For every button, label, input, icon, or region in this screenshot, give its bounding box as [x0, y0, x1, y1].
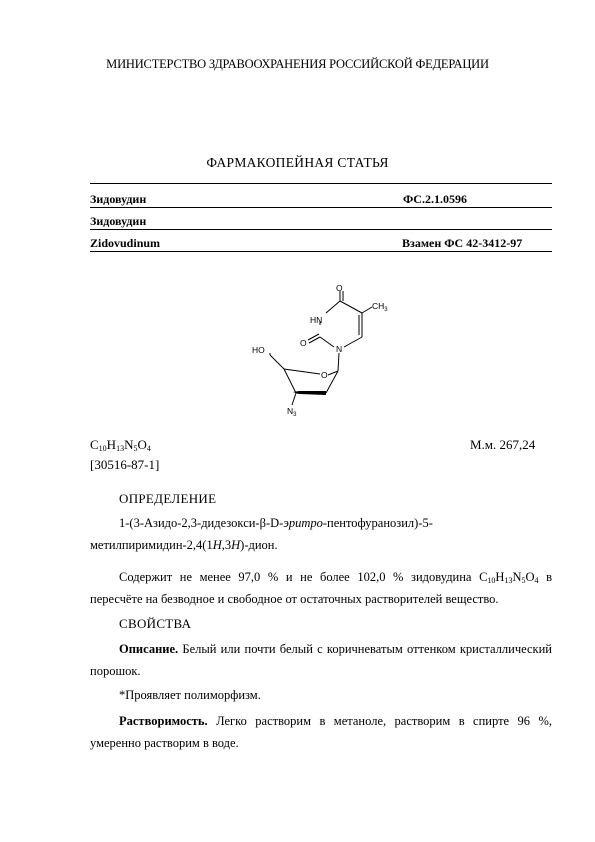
section-heading-properties: СВОЙСТВА: [119, 616, 192, 631]
divider-line: [90, 207, 552, 208]
molecular-formula: $C_{10}H_{13}N_5O_4$: [90, 437, 151, 453]
cas-number: [30516-87-1]: [90, 457, 160, 472]
divider-line: [90, 229, 552, 230]
content-statement: Содержит не менее 97,0 % и не более 102,0 % зидовудина $C_{10}H_{13}N_5O_4$ в пересчёте на безводное и свободное от остаточных растворителей вещество.: [90, 570, 552, 606]
document-title: ФАРМАКОПЕЙНАЯ СТАТЬЯ: [206, 155, 389, 170]
hn-group: HN: [310, 315, 323, 325]
hydroxyl-group: HO: [252, 345, 265, 355]
drug-name-latin: Zidovudinum: [90, 236, 161, 250]
azido-group: $N_3$: [287, 406, 297, 418]
section-heading-definition: ОПРЕДЕЛЕНИЕ: [119, 491, 217, 506]
carbonyl-oxygen-left: O: [300, 338, 307, 348]
iupac-name: 1-(3-Азидо-2,3-дидезокси-β-D-эритро-пентофуранозил)-5-метилпиримидин-2,4(1H,3H)-дион.: [90, 516, 433, 552]
description-paragraph: Описание. Белый или почти белый с коричневатым оттенком кристаллический порошок.: [90, 642, 552, 678]
structural-formula: [250, 283, 390, 423]
divider-line: [90, 183, 552, 184]
drug-name-ru: Зидовудин: [90, 192, 147, 206]
monograph-code: ФС.2.1.0596: [403, 192, 467, 206]
divider-line: [90, 251, 552, 252]
ministry-header: МИНИСТЕРСТВО ЗДРАВООХРАНЕНИЯ РОССИЙСКОЙ ФЕДЕРАЦИИ: [106, 57, 489, 71]
ring-nitrogen: N: [336, 344, 343, 354]
replaces-note: Взамен ФС 42-3412-97: [402, 236, 523, 250]
wedge-bond: [293, 391, 326, 395]
carbonyl-oxygen-top: O: [336, 283, 343, 293]
drug-name-ru-2: Зидовудин: [90, 214, 147, 228]
solubility-paragraph: Растворимость. Легко растворим в метаноле, растворим в спирте 96 %, умеренно растворим в воде.: [90, 714, 552, 750]
polymorphism-note: *Проявляет полиморфизм.: [119, 688, 261, 702]
sugar-oxygen: O: [321, 370, 328, 380]
sugar-ring: [270, 353, 339, 405]
molecular-mass: М.м. 267,24: [470, 437, 536, 452]
methyl-group: $CH_3$: [372, 301, 388, 313]
